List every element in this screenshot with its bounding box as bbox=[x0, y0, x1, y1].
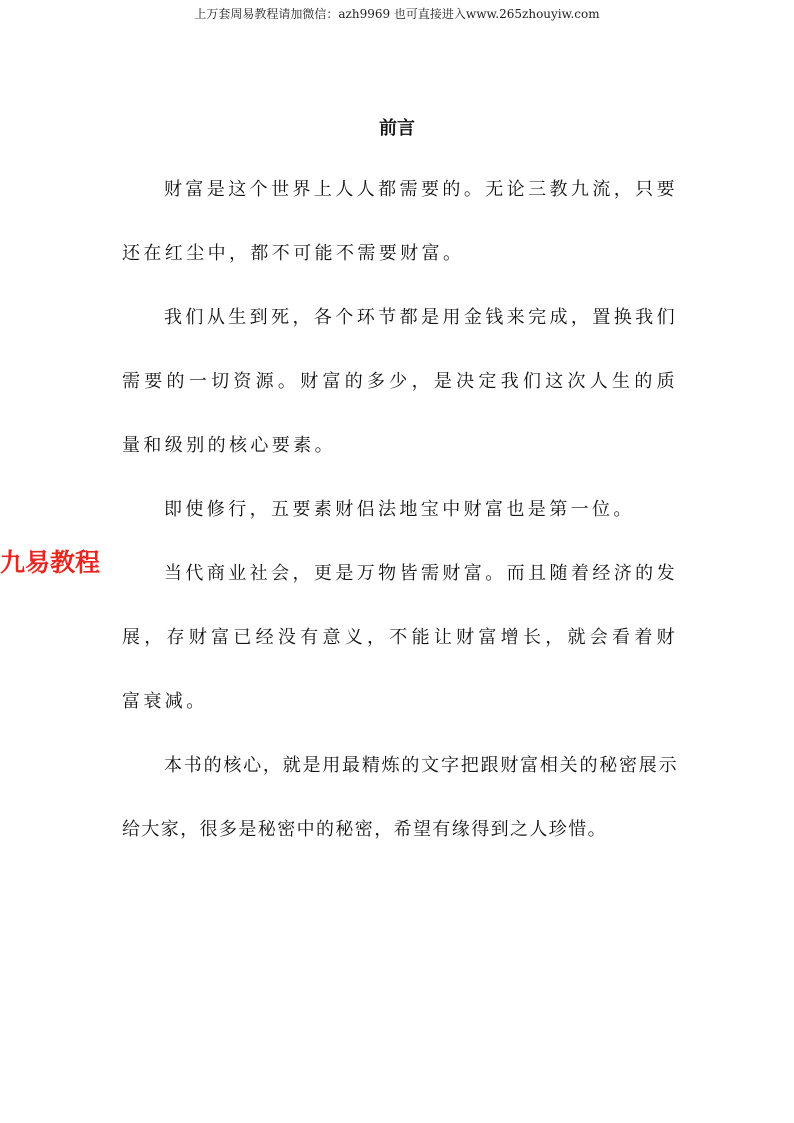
paragraph: 我们从生到死，各个环节都是用金钱来完成，置换我们需要的一切资源。财富的多少，是决定我们这次人生的质量和级别的核心要素。 bbox=[122, 307, 678, 456]
page-title: 前言 bbox=[379, 118, 415, 139]
paragraph: 即使修行，五要素财侣法地宝中财富也是第一位。 bbox=[164, 499, 635, 520]
paragraph: 财富是这个世界上人人都需要的。无论三教九流，只要还在红尘中，都不可能不需要财富。 bbox=[122, 179, 678, 264]
watermark-logo-text: 九易教程 bbox=[0, 548, 101, 577]
body-text bbox=[122, 158, 678, 862]
paragraph: 当代商业社会，更是万物皆需财富。而且随着经济的发展，存财富已经没有意义，不能让财富增长，就会看着财富衰减。 bbox=[122, 563, 678, 712]
header-note: 上万套周易教程请加微信：azh9969 也可直接进入www.265zhouyiw.com bbox=[194, 7, 600, 21]
paragraph: 本书的核心，就是用最精炼的文字把跟财富相关的秘密展示给大家，很多是秘密中的秘密，希望有缘得到之人珍惜。 bbox=[122, 755, 678, 840]
